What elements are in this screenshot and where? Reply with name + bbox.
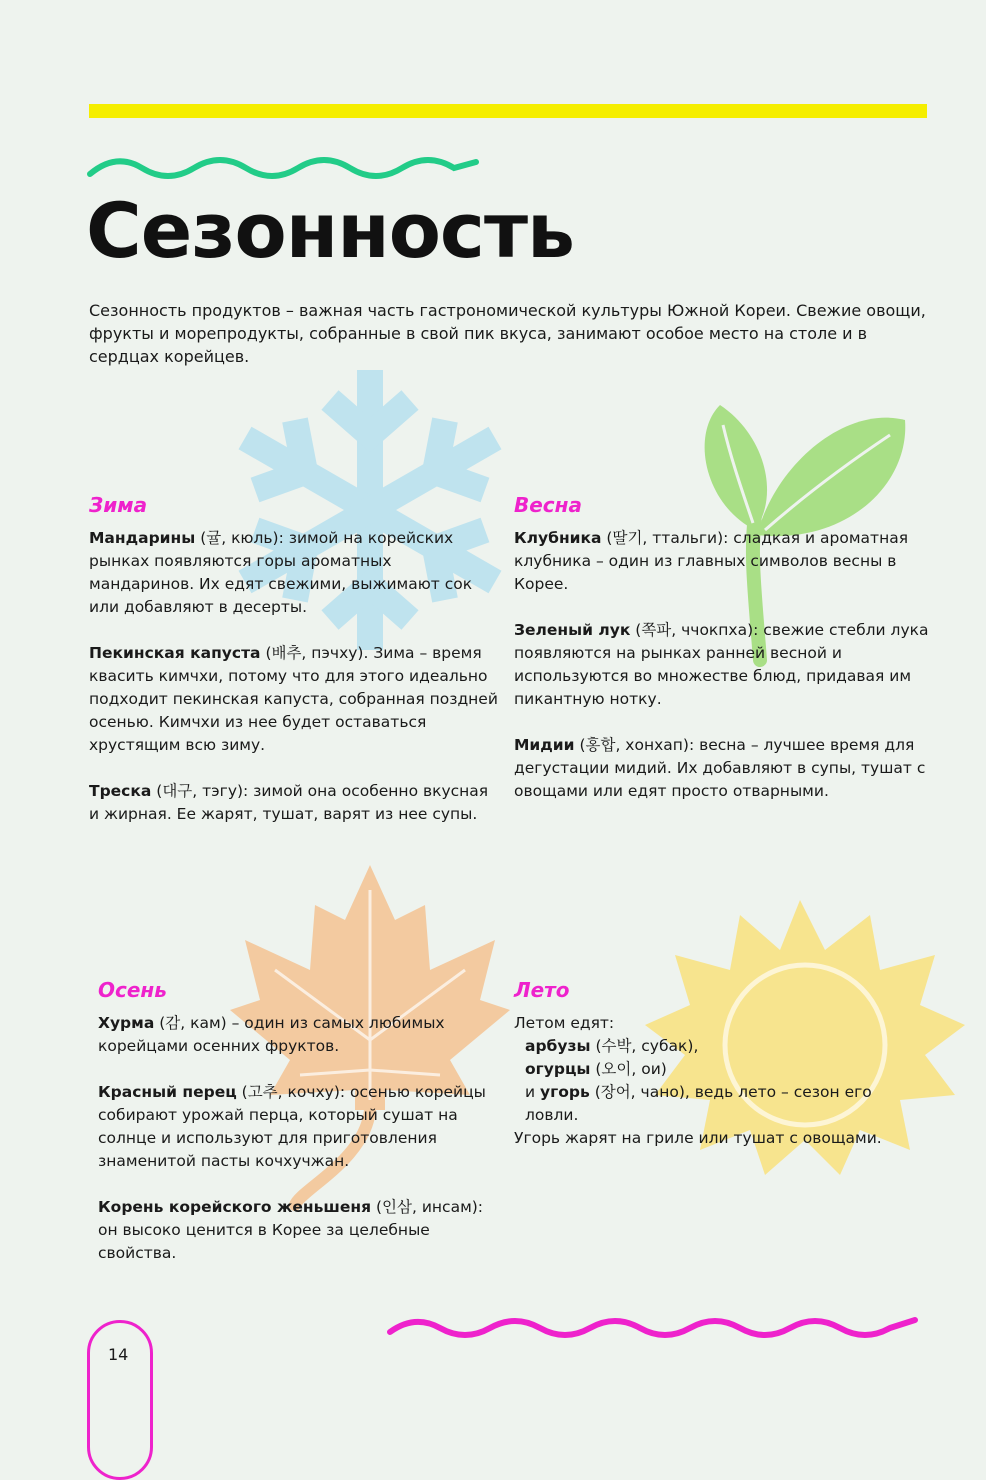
summer-outro: Угорь жарят на гриле или тушат с овощами.: [514, 1129, 882, 1147]
list-item: Корень корейского женьшеня (인삼, инсам): он высоко ценится в Корее за целебные свойства.: [98, 1198, 484, 1262]
autumn-heading: Осень: [98, 978, 167, 1002]
list-item: огурцы (오이, ои): [525, 1060, 667, 1078]
spring-heading: Весна: [514, 493, 582, 517]
list-item: Мандарины (귤, кюль): зимой на корейских рынках появляются горы ароматных мандаринов. Их едят свежими, выжимают сок или добавляют в десерты.: [89, 529, 473, 616]
page-number-frame: [87, 1320, 153, 1480]
list-item: Красный перец (고추, кочху): осенью корейцы собирают урожай перца, который сушат на солнце и используют для приготовления знаменитой пасты кочхучжан.: [98, 1083, 486, 1170]
list-item: Клубника (딸기, ттальги): сладкая и ароматная клубника – один из главных символов весны в Корее.: [514, 529, 909, 593]
list-item: Зеленый лук (쪽파, ччокпха): свежие стебли лука появляются на рынках ранней весной и используются во множестве блюд, придавая им пикантную нотку.: [514, 621, 929, 708]
list-item: Мидии (홍합, хонхап): весна – лучшее время для дегустации мидий. Их добавляют в супы, тушат с овощами или едят просто отварными.: [514, 736, 926, 800]
magenta-wave-decoration: [385, 1310, 920, 1346]
yellow-stripe: [89, 104, 927, 118]
page-number: 14: [108, 1345, 129, 1364]
list-item: арбузы (수박, субак),: [525, 1037, 699, 1055]
winter-section: [89, 493, 499, 849]
list-item: Хурма (감, кам) – один из самых любимых корейцами осенних фруктов.: [98, 1014, 445, 1055]
page-title: Сезонность: [86, 186, 575, 275]
autumn-section: [98, 978, 498, 1288]
winter-heading: Зима: [89, 493, 148, 517]
green-wave-decoration: [86, 150, 481, 186]
intro-text: Сезонность продуктов – важная часть гастрономической культуры Южной Кореи. Свежие овощи, фрукты и морепродукты, собранные в свой пик вкуса, занимают особое место на столе и в сердцах корейцев.: [89, 301, 926, 366]
list-item: Треска (대구, тэгу): зимой она особенно вкусная и жирная. Ее жарят, тушат, варят из нее супы.: [89, 782, 489, 823]
summer-heading: Лето: [514, 978, 570, 1002]
list-item: и угорь (장어, чано), ведь лето – сезон его ловли.: [525, 1083, 872, 1124]
summer-section: [514, 978, 914, 1150]
summer-intro: Летом едят:: [514, 1014, 615, 1032]
list-item: Пекинская капуста (배추, пэчху). Зима – время квасить кимчхи, потому что для этого идеально подходит пекинская капуста, собранная поздней осенью. Кимчхи из нее будет оставаться хрустящим всю зиму.: [89, 644, 498, 754]
spring-section: [514, 493, 934, 826]
